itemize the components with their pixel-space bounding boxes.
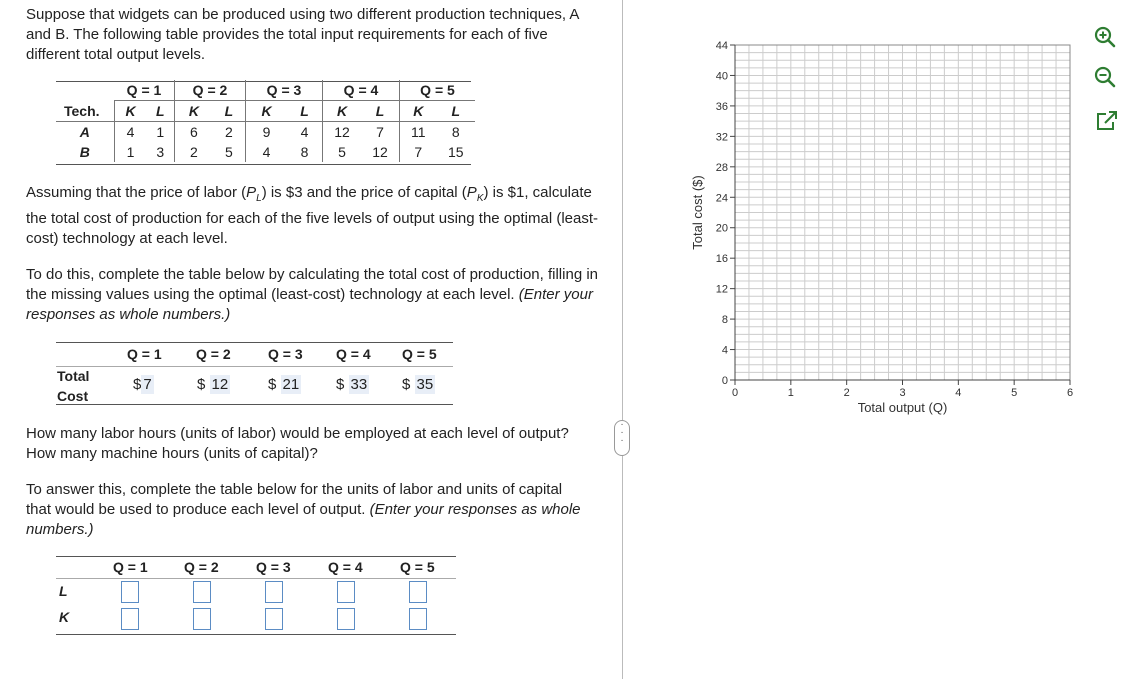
capital-q4-input[interactable] <box>337 608 355 630</box>
capital-q5-input[interactable] <box>409 608 427 630</box>
cost-table-header-rule <box>56 366 453 367</box>
labor-row-label: L <box>59 583 68 599</box>
question-inputs-text: How many labor hours (units of labor) would be employed at each level of output? How many machine hours (units of capital)? <box>26 425 569 462</box>
y-tick-label: 28 <box>715 161 728 174</box>
input-q5-header: Q = 5 <box>400 559 435 575</box>
k-header: K <box>114 101 147 122</box>
x-axis-label: Total output (Q) <box>857 400 948 415</box>
x-tick-label: 3 <box>899 387 906 399</box>
capital-q2-input[interactable] <box>193 608 211 630</box>
intro-text: Suppose that widgets can be produced using two different production techniques, A and B. The following table provides the total input requirements for each of five different total output levels. <box>26 6 579 63</box>
tech-cell: 4 <box>114 122 147 143</box>
cost-q3-value[interactable]: $ 21 <box>268 376 300 393</box>
divider-handle[interactable]: · · · <box>614 420 630 456</box>
cost-table-top-rule <box>56 342 453 343</box>
technology-table <box>56 80 475 162</box>
capital-q3-input[interactable] <box>265 608 283 630</box>
cost-q5-header: Q = 5 <box>402 346 437 362</box>
capital-q1-input[interactable] <box>121 608 139 630</box>
total-cost-label: Total Cost <box>57 368 90 404</box>
tech-col-label: Tech. <box>64 102 100 119</box>
y-tick-label: 4 <box>721 344 728 357</box>
cost-q2-value[interactable]: $ 12 <box>197 376 229 393</box>
popout-icon[interactable] <box>1094 108 1120 134</box>
tech-cell: 5 <box>323 142 362 162</box>
tech-cell: 6 <box>175 122 213 143</box>
total-cost-graph[interactable] <box>680 30 1100 430</box>
tech-q2-header: Q = 2 <box>175 80 246 101</box>
input-q4-header: Q = 4 <box>328 559 363 575</box>
input-q2-header: Q = 2 <box>184 559 219 575</box>
x-tick-label: 4 <box>955 387 962 399</box>
y-tick-label: 44 <box>715 40 728 52</box>
tech-cell: 2 <box>175 142 213 162</box>
tech-cell: 1 <box>114 142 147 162</box>
tech-cell: 12 <box>372 144 388 160</box>
y-tick-label: 0 <box>721 375 728 387</box>
tech-cell: 15 <box>448 144 464 160</box>
cost-q4-value[interactable]: $ 33 <box>336 376 368 393</box>
tech-cell: 3 <box>156 144 165 160</box>
tech-cell: 11 <box>400 122 437 143</box>
labor-q5-input[interactable] <box>409 581 427 603</box>
tech-cell: 8 <box>451 124 460 140</box>
l-header: L <box>300 103 309 119</box>
cost-q1-header: Q = 1 <box>127 346 162 362</box>
tech-cell: 5 <box>225 144 233 160</box>
cost-table-bottom-rule <box>56 404 453 405</box>
tech-a-label: A <box>79 124 90 140</box>
cost-q5-value[interactable]: $ 35 <box>402 376 434 393</box>
labor-q1-input[interactable] <box>121 581 139 603</box>
tech-q4-header: Q = 4 <box>323 80 400 101</box>
tech-q3-header: Q = 3 <box>246 80 323 101</box>
input-table-bottom-rule <box>56 634 456 635</box>
labor-q4-input[interactable] <box>337 581 355 603</box>
input-table-top-rule <box>56 556 456 557</box>
y-tick-label: 20 <box>715 222 728 235</box>
tech-cell: 4 <box>246 142 288 162</box>
x-tick-label: 5 <box>1011 387 1018 399</box>
y-tick-label: 16 <box>715 253 728 266</box>
y-tick-label: 40 <box>715 70 728 83</box>
l-header: L <box>156 103 165 119</box>
y-tick-label: 32 <box>715 131 728 144</box>
cost-q4-header: Q = 4 <box>336 346 371 362</box>
k-header: K <box>323 101 362 122</box>
input-q1-header: Q = 1 <box>113 559 148 575</box>
tech-cell: 8 <box>300 144 309 160</box>
tech-b-label: B <box>79 144 90 160</box>
y-tick-label: 8 <box>721 314 728 327</box>
tech-cell: 9 <box>246 122 288 143</box>
panel-divider <box>622 0 623 679</box>
l-header: L <box>375 103 385 119</box>
labor-q3-input[interactable] <box>265 581 283 603</box>
question-cost-text: Assuming that the price of labor $(P_L)$ is $3 and the price of capital $(P_K)$ is $1, calculate the total cost of production for each of the five levels of output using the optimal (least-cost) technology at each level. <box>26 184 598 247</box>
labor-q2-input[interactable] <box>193 581 211 603</box>
x-tick-label: 1 <box>787 387 794 399</box>
zoom-in-icon[interactable] <box>1092 24 1118 50</box>
y-tick-label: 24 <box>715 192 728 205</box>
tech-row-b <box>56 142 475 162</box>
x-tick-label: 2 <box>843 387 850 399</box>
tech-cell: 7 <box>376 124 384 140</box>
tech-cell: 2 <box>225 124 233 140</box>
x-tick-label: 0 <box>731 387 739 399</box>
y-axis-label: Total cost ($) <box>690 175 705 250</box>
tech-cell: 4 <box>300 124 309 140</box>
tech-table-bottom-rule <box>56 164 471 165</box>
y-tick-label: 36 <box>715 100 728 113</box>
tech-cell: 12 <box>323 122 362 143</box>
tech-row-a <box>56 122 475 143</box>
l-header: L <box>224 103 234 119</box>
k-header: K <box>400 101 437 122</box>
input-q3-header: Q = 3 <box>256 559 291 575</box>
k-header: K <box>175 101 213 122</box>
tech-cell: 7 <box>400 142 437 162</box>
capital-row-label: K <box>59 609 70 625</box>
tech-cell: 1 <box>156 124 165 140</box>
cost-q3-header: Q = 3 <box>268 346 303 362</box>
k-header: K <box>246 101 288 122</box>
tech-q1-header: Q = 1 <box>114 80 175 101</box>
tech-q5-header: Q = 5 <box>400 80 476 101</box>
instruction-inputs-text: To answer this, complete the table below for the units of labor and units of capital that would be used to produce each level of output. (Enter your responses as whole numbers.) <box>26 481 581 538</box>
input-table-header-rule <box>56 578 456 579</box>
cost-q1-value[interactable]: $ 7 <box>133 376 152 393</box>
y-tick-label: 12 <box>715 283 728 296</box>
instruction-cost-text: To do this, complete the table below by calculating the total cost of production, filling in the missing values using the optimal (least-cost) technology at each level. (Enter your responses as whole numbers.) <box>26 266 598 323</box>
x-tick-label: 6 <box>1066 387 1074 399</box>
l-header: L <box>451 103 461 119</box>
cost-q2-header: Q = 2 <box>196 346 231 362</box>
zoom-out-icon[interactable] <box>1092 64 1118 90</box>
